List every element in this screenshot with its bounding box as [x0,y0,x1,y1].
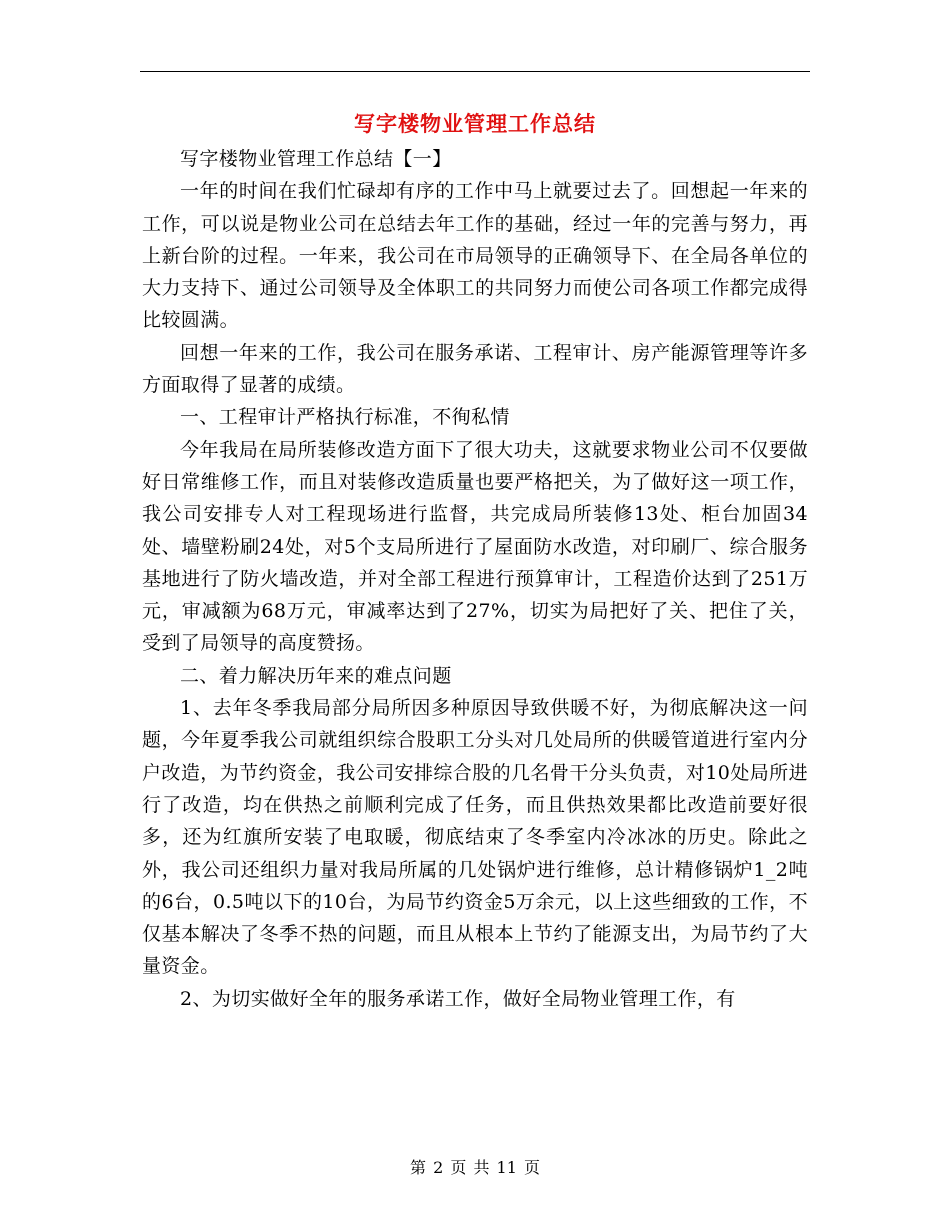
paragraph: 回想一年来的工作，我公司在服务承诺、工程审计、房产能源管理等许多方面取得了显著的成绩。 [142,341,808,397]
section-heading: 写字楼物业管理工作总结【一】 [180,148,452,170]
document-body [142,143,808,1015]
section-heading: 一、工程审计严格执行标准，不徇私情 [180,406,510,429]
document-title: 写字楼物业管理工作总结 [354,111,596,136]
section-heading: 二、着力解决历年来的难点问题 [180,664,452,687]
paragraph: 1、去年冬季我局部分局所因多种原因导致供暖不好，为彻底解决这一问题，今年夏季我公司就组织综合股职工分头对几处局所的供暖管道进行室内分户改造，为节约资金，我公司安排综合股的几名骨干分头负责，对10处局所进行了改造，均在供热之前顺利完成了任务，而且供热效果都比改造前要好很多，还为红旗所安装了电取暖，彻底结束了冬季室内冷冰冰的历史。除此之外，我公司还组织力量对我局所属的几处锅炉进行维修，总计精修锅炉1_2吨的6台，0.5吨以下的10台，为局节约资金5万余元，以上这些细致的工作，不仅基本解决了冬季不热的问题，而且从根本上节约了能源支出，为局节约了大量资金。 [142,697,808,978]
paragraph: 今年我局在局所装修改造方面下了很大功夫，这就要求物业公司不仅要做好日常维修工作，而且对装修改造质量也要严格把关，为了做好这一项工作，我公司安排专人对工程现场进行监督，共完成局所装修13处、柜台加固34处、墙壁粉刷24处，对5个支局所进行了屋面防水改造，对印刷厂、综合服务基地进行了防火墙改造，并对全部工程进行预算审计，工程造价达到了251万元，审减额为68万元，审减率达到了27%，切实为局把好了关、把住了关，受到了局领导的高度赞扬。 [142,438,808,655]
page-number-footer: 第 2 页 共 11 页 [410,1158,540,1177]
paragraph: 2、为切实做好全年的服务承诺工作，做好全局物业管理工作，有 [180,987,736,1010]
paragraph: 一年的时间在我们忙碌却有序的工作中马上就要过去了。回想起一年来的工作，可以说是物业公司在总结去年工作的基础，经过一年的完善与努力，再上新台阶的过程。一年来，我公司在市局领导的正确领导下、在全局各单位的大力支持下、通过公司领导及全体职工的共同努力而使公司各项工作都完成得比较圆满。 [142,180,808,332]
header-rule [140,71,810,72]
